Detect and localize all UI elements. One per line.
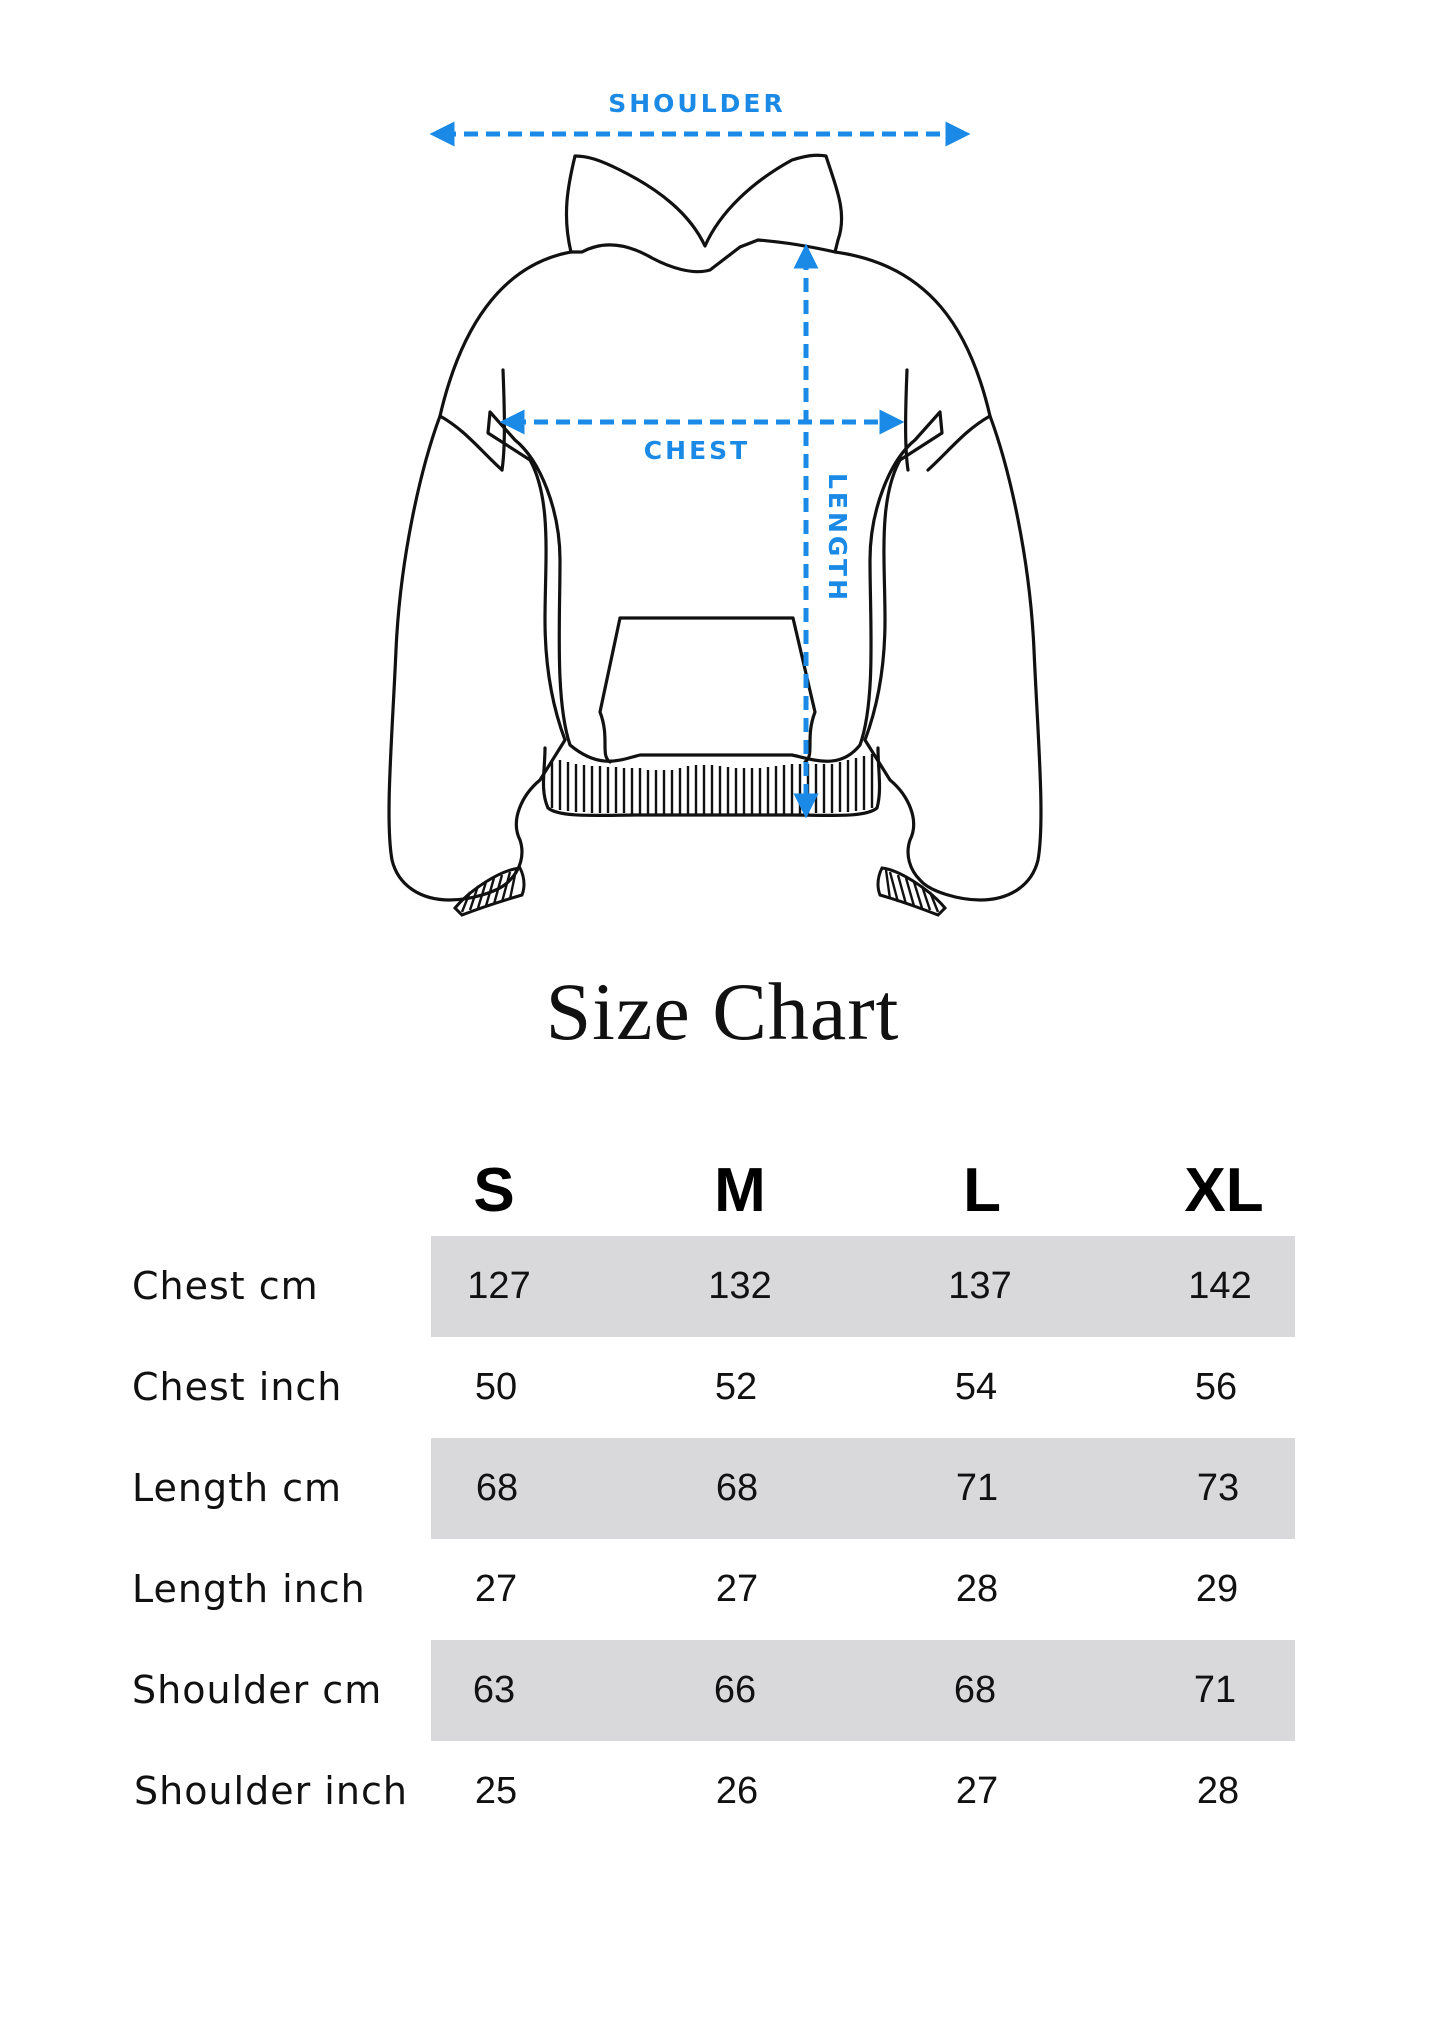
cell-l: 137 (948, 1265, 1012, 1307)
cell-m: 66 (713, 1669, 757, 1711)
cell-s: 68 (475, 1467, 519, 1509)
cell-s: 63 (472, 1669, 516, 1711)
row-label: Shoulder cm (132, 1668, 383, 1712)
table-row-chest-cm (0, 1236, 1445, 1337)
table-row-chest-inch (0, 1337, 1445, 1438)
left-sleeve-seam (440, 416, 502, 470)
cell-m: 132 (708, 1265, 772, 1307)
cell-s: 50 (474, 1366, 518, 1408)
cell-s: 25 (474, 1770, 518, 1812)
hoodie-diagram (0, 0, 1445, 1000)
cell-xl: 29 (1195, 1568, 1239, 1610)
table-row-shoulder-cm (0, 1640, 1445, 1741)
size-header-xl: XL (1184, 1156, 1264, 1225)
cell-l: 54 (954, 1366, 998, 1408)
cell-xl: 73 (1196, 1467, 1240, 1509)
length-label: LENGTH (823, 473, 852, 603)
row-label: Chest cm (132, 1264, 319, 1308)
cell-xl: 142 (1188, 1265, 1252, 1307)
cell-l: 71 (955, 1467, 999, 1509)
cell-m: 26 (715, 1770, 759, 1812)
shoulder-label: SHOULDER (608, 89, 786, 118)
cell-m: 27 (715, 1568, 759, 1610)
table-row-shoulder-inch (0, 1741, 1445, 1842)
cell-l: 28 (955, 1568, 999, 1610)
cell-xl: 56 (1194, 1366, 1238, 1408)
row-label: Length inch (132, 1567, 366, 1611)
size-header-s: S (473, 1156, 515, 1225)
cell-xl: 28 (1196, 1770, 1240, 1812)
cell-l: 68 (953, 1669, 997, 1711)
cell-s: 127 (467, 1265, 531, 1307)
row-label: Chest inch (132, 1365, 343, 1409)
size-header-m: M (714, 1156, 766, 1225)
size-header-l: L (963, 1156, 1001, 1225)
cell-xl: 71 (1193, 1669, 1237, 1711)
waistband-ribbing (552, 754, 872, 814)
cell-m: 52 (714, 1366, 758, 1408)
cell-l: 27 (955, 1770, 999, 1812)
body-outline (389, 252, 1041, 900)
size-chart-title: Size Chart (545, 966, 900, 1057)
left-armhole (502, 370, 504, 470)
right-sleeve-seam (928, 416, 990, 470)
row-label: Shoulder inch (134, 1769, 408, 1813)
right-armhole (906, 370, 908, 470)
pocket-outline (600, 618, 815, 762)
table-row-length-inch (0, 1539, 1445, 1640)
cell-s: 27 (474, 1568, 518, 1610)
hoodie-outline (389, 155, 1041, 900)
row-label: Length cm (132, 1466, 343, 1510)
cell-m: 68 (715, 1467, 759, 1509)
table-row-length-cm (0, 1438, 1445, 1539)
hood-outline (566, 155, 841, 271)
chest-label: CHEST (643, 436, 751, 465)
